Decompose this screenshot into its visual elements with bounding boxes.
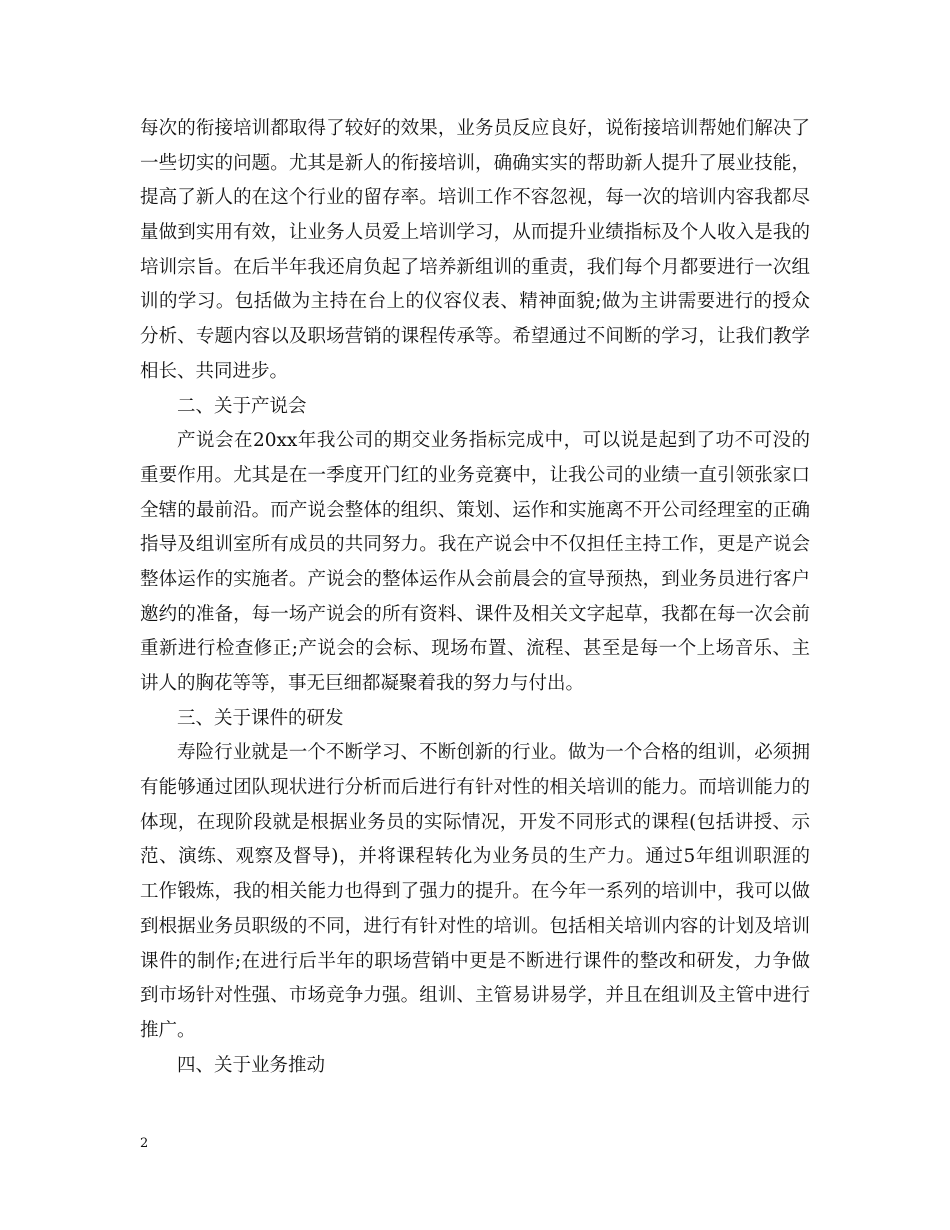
section-heading bbox=[140, 702, 810, 737]
text-line: 范、演练、观察及督导)，并将课程转化为业务员的生产力。通过5年组训职涯的 bbox=[140, 846, 810, 868]
text-line: 重要作用。尤其是在一季度开门红的业务竞赛中，让我公司的业绩一直引领张家口 bbox=[140, 464, 810, 486]
paragraph bbox=[140, 736, 810, 1048]
section-heading bbox=[140, 390, 810, 425]
text-line: 课件的制作;在进行后半年的职场营销中更是不断进行课件的整改和研发，力争做 bbox=[140, 950, 810, 972]
document-body bbox=[140, 112, 810, 1083]
text-line: 推广。 bbox=[140, 1019, 196, 1041]
text-line: 寿险行业就是一个不断学习、不断创新的行业。做为一个合格的组训，必须拥 bbox=[177, 742, 810, 764]
section-heading bbox=[140, 1049, 810, 1084]
text-line: 全辖的最前沿。而产说会整体的组织、策划、运作和实施离不开公司经理室的正确 bbox=[140, 499, 810, 521]
text-line: 重新进行检查修正;产说会的会标、现场布置、流程、甚至是每一个上场音乐、主 bbox=[140, 638, 810, 660]
text-line: 提高了新人的在这个行业的留存率。培训工作不容忽视，每一次的培训内容我都尽 bbox=[140, 187, 810, 209]
text-line: 训的学习。包括做为主持在台上的仪容仪表、精神面貌;做为主讲需要进行的授众 bbox=[140, 291, 810, 313]
text-line: 四、关于业务推动 bbox=[177, 1054, 326, 1076]
text-line: 体现，在现阶段就是根据业务员的实际情况，开发不同形式的课程(包括讲授、示 bbox=[140, 811, 810, 833]
text-line: 分析、专题内容以及职场营销的课程传承等。希望通过不间断的学习，让我们教学 bbox=[140, 326, 810, 348]
text-line: 到根据业务员职级的不同，进行有针对性的培训。包括相关培训内容的计划及培训 bbox=[140, 915, 810, 937]
page-number: 2 bbox=[140, 1136, 149, 1151]
text-line: 每次的衔接培训都取得了较好的效果，业务员反应良好，说衔接培训帮她们解决了 bbox=[140, 118, 810, 139]
text-line: 量做到实用有效，让业务人员爱上培训学习，从而提升业绩指标及个人收入是我的 bbox=[140, 222, 810, 244]
text-line: 邀约的准备，每一场产说会的所有资料、课件及相关文字起草，我都在每一次会前 bbox=[140, 603, 810, 625]
text-line: 工作锻炼，我的相关能力也得到了强力的提升。在今年一系列的培训中，我可以做 bbox=[140, 881, 810, 903]
text-line: 讲人的胸花等等，事无巨细都凝聚着我的努力与付出。 bbox=[140, 673, 585, 694]
text-line: 整体运作的实施者。产说会的整体运作从会前晨会的宣导预热，到业务员进行客户 bbox=[140, 568, 810, 590]
paragraph bbox=[140, 424, 810, 702]
text-line: 指导及组训室所有成员的共同努力。我在产说会中不仅担任主持工作，更是产说会 bbox=[140, 534, 810, 556]
text-line: 到市场针对性强、市场竞争力强。组训、主管易讲易学，并且在组训及主管中进行 bbox=[140, 985, 810, 1007]
text-line: 一些切实的问题。尤其是新人的衔接培训，确确实实的帮助新人提升了展业技能， bbox=[140, 152, 810, 174]
text-line: 培训宗旨。在后半年我还肩负起了培养新组训的重责，我们每个月都要进行一次组 bbox=[140, 256, 810, 278]
text-line: 二、关于产说会 bbox=[177, 395, 307, 417]
text-line: 相长、共同进步。 bbox=[140, 360, 289, 382]
text-line: 三、关于课件的研发 bbox=[177, 707, 344, 729]
text-line: 有能够通过团队现状进行分析而后进行有针对性的相关培训的能力。而培训能力的 bbox=[140, 777, 810, 799]
text-line: 产说会在20xx年我公司的期交业务指标完成中，可以说是起到了功不可没的 bbox=[177, 430, 810, 452]
paragraph bbox=[140, 112, 810, 390]
